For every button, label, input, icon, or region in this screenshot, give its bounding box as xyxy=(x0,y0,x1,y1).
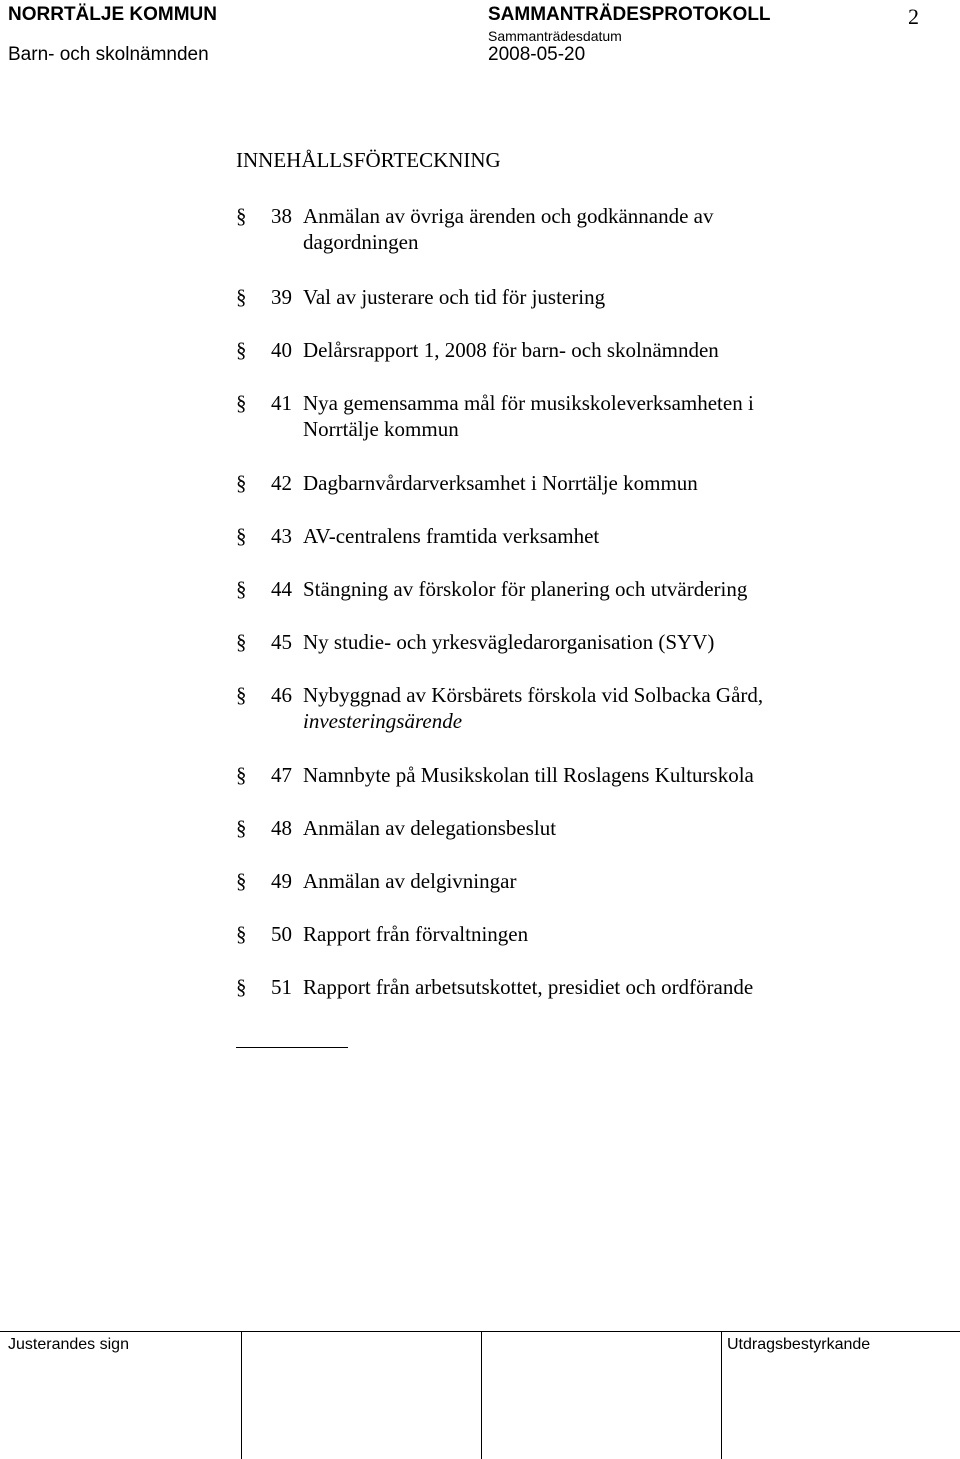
toc-item-number: 41 xyxy=(271,391,292,415)
section-sign: § xyxy=(236,524,247,548)
toc-item-title xyxy=(303,974,833,1000)
toc-item-number: 49 xyxy=(271,869,292,893)
section-sign: § xyxy=(236,471,247,495)
document-title: SAMMANTRÄDESPROTOKOLL xyxy=(488,4,771,25)
toc-item-number: 39 xyxy=(271,285,292,309)
toc-item-title xyxy=(303,921,833,947)
toc-item-title xyxy=(303,629,833,655)
toc-item-title xyxy=(303,762,833,788)
toc-item-title-text: Rapport från arbetsutskottet, presidiet och ordförande xyxy=(303,975,754,999)
toc-item-title-text: Rapport från förvaltningen xyxy=(303,922,529,946)
section-sign: § xyxy=(236,577,247,601)
section-sign: § xyxy=(236,816,247,840)
toc-item-number: 42 xyxy=(271,471,292,495)
toc-item-title-text: Delårsrapport 1, 2008 för barn- och skolnämnden xyxy=(303,338,719,362)
toc-item-title-text: Anmälan av delgivningar xyxy=(303,869,517,893)
section-sign: § xyxy=(236,285,247,309)
toc-item-number: 46 xyxy=(271,683,292,707)
date-label: Sammanträdesdatum xyxy=(488,28,622,44)
toc-item-number: 40 xyxy=(271,338,292,362)
toc-item-title-text: Anmälan av övriga ärenden och godkännande av dagordningen xyxy=(303,204,714,254)
section-sign: § xyxy=(236,204,247,228)
toc-item-title-text: Nya gemensamma mål för musikskoleverksamheten i Norrtälje kommun xyxy=(303,391,754,441)
meeting-date: 2008-05-20 xyxy=(488,44,586,65)
section-sign: § xyxy=(236,630,247,654)
toc-item-title xyxy=(303,390,833,442)
board-name: Barn- och skolnämnden xyxy=(8,44,209,65)
toc-item-title xyxy=(303,284,833,310)
toc-item-number: 43 xyxy=(271,524,292,548)
signature-label: Justerandes sign xyxy=(8,1336,129,1353)
footer-divider xyxy=(481,1331,482,1459)
end-rule xyxy=(236,1047,348,1048)
toc-item-subtitle: investeringsärende xyxy=(303,709,463,733)
page-number: 2 xyxy=(908,4,919,29)
toc-item-title-text: Stängning av förskolor för planering och utvärdering xyxy=(303,577,748,601)
section-sign: § xyxy=(236,869,247,893)
toc-item-title-text: Val av justerare och tid för justering xyxy=(303,285,606,309)
extract-certification-label: Utdragsbestyrkande xyxy=(727,1336,871,1353)
toc-item-title xyxy=(303,576,833,602)
toc-item-number: 48 xyxy=(271,816,292,840)
section-sign: § xyxy=(236,763,247,787)
toc-item-title-text: Ny studie- och yrkesvägledarorganisation (SYV) xyxy=(303,630,715,654)
section-sign: § xyxy=(236,975,247,999)
toc-item-number: 50 xyxy=(271,922,292,946)
toc-item-title xyxy=(303,470,833,496)
footer-divider xyxy=(241,1331,242,1459)
toc-item-number: 45 xyxy=(271,630,292,654)
toc-item-title-text: Anmälan av delegationsbeslut xyxy=(303,816,557,840)
toc-item-title-text: Namnbyte på Musikskolan till Roslagens Kulturskola xyxy=(303,763,754,787)
toc-item-title-text: Dagbarnvårdarverksamhet i Norrtälje kommun xyxy=(303,471,698,495)
toc-item-number: 51 xyxy=(271,975,292,999)
organization-name: NORRTÄLJE KOMMUN xyxy=(8,4,217,25)
section-sign: § xyxy=(236,391,247,415)
toc-item-title xyxy=(303,337,833,363)
toc-item-title xyxy=(303,682,833,734)
section-sign: § xyxy=(236,922,247,946)
section-sign: § xyxy=(236,683,247,707)
toc-heading: INNEHÅLLSFÖRTECKNING xyxy=(236,148,501,172)
toc-item-title xyxy=(303,203,833,255)
toc-item-number: 44 xyxy=(271,577,292,601)
footer-divider xyxy=(721,1331,722,1459)
footer-rule xyxy=(0,1331,960,1332)
toc-item-title xyxy=(303,815,833,841)
toc-item-title xyxy=(303,523,833,549)
toc-item-number: 47 xyxy=(271,763,292,787)
toc-item-title-text: Nybyggnad av Körsbärets förskola vid Solbacka Gård, xyxy=(303,683,764,707)
section-sign: § xyxy=(236,338,247,362)
toc-item-title xyxy=(303,868,833,894)
toc-item-title-text: AV-centralens framtida verksamhet xyxy=(303,524,600,548)
toc-item-number: 38 xyxy=(271,204,292,228)
